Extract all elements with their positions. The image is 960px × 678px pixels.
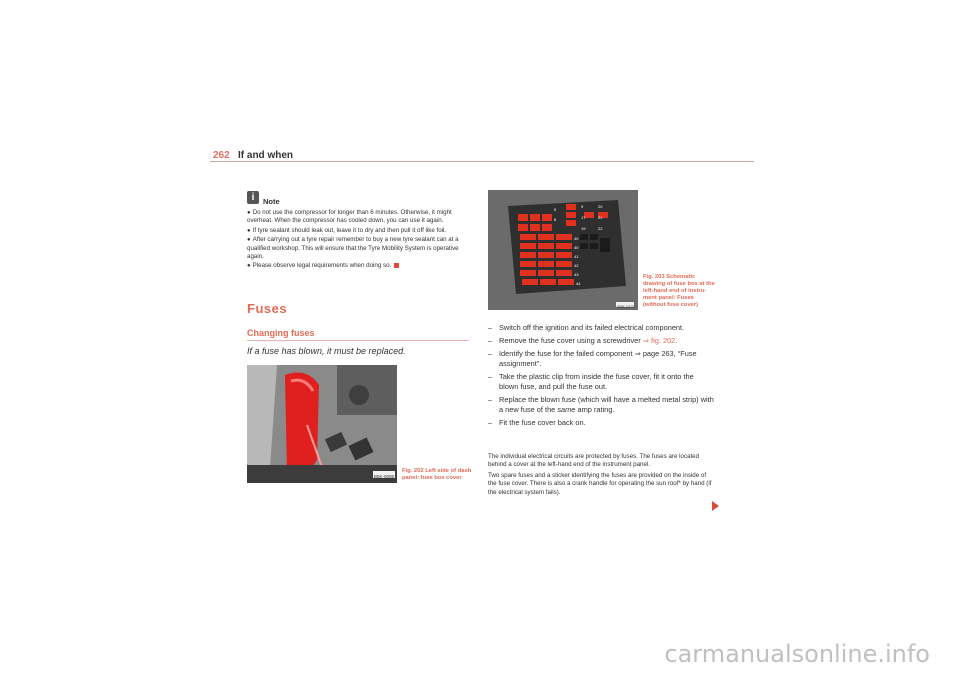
subsection-title: Changing fuses [247,328,315,338]
step-item: – Replace the blown fuse (which will have a melted metal strip) with a new fuse of the same amp rating. [488,395,714,414]
step-item: – Remove the fuse cover using a screwdriver ⇒ fig. 202. [488,336,678,345]
svg-text:40: 40 [574,236,579,241]
note-icon: i [247,191,259,204]
svg-text:9: 9 [581,204,584,209]
svg-text:20: 20 [598,204,603,209]
svg-text:8: 8 [554,217,557,222]
figure-code: B5K-0098 [373,474,394,479]
svg-text:43: 43 [574,272,579,277]
svg-text:22: 22 [598,226,603,231]
note-title: Note [263,197,280,206]
dash-panel-illustration [247,365,397,483]
svg-text:42: 42 [574,263,579,268]
svg-text:5: 5 [554,207,557,212]
step-item: – Switch off the ignition and its failed electrical component. [488,323,685,332]
body-paragraph: The individual electrical circuits are protected by fuses. The fuses are located behind a cover at the left-hand end of the instrument panel. Two spare fuses and a sticker identifying the fuses are provided on the inside of the fuse cover. There is also a crank handle for operating the sun roof* by hand (if the electrical system fails). [488,453,712,496]
lead-text: If a fuse has blown, it must be replaced. [247,346,406,356]
bullet-icon: ● [247,237,251,244]
figure-caption: Fig. 203 Schematic drawing of fuse box at the left-hand end of instrument panel: Fuses (without fuse cover) [643,274,715,308]
watermark: carmanualsonline.info [664,640,930,668]
bullet-icon: ● [247,263,251,270]
page-number: 262 [213,150,230,161]
step-item: – Take the plastic clip from inside the fuse cover, fit it onto the blown fuse, and pull the fuse out. [488,372,694,391]
bullet-icon: ● [247,210,251,216]
fuse-box-diagram [488,190,638,310]
end-of-section-icon [394,263,399,268]
bullet-icon: ● [247,227,251,234]
fuse-box-cover [285,373,319,476]
step-item: – Fit the fuse cover back on. [488,418,586,427]
header-divider [210,161,754,162]
note-item: ● After carrying out a tyre repair remember to buy a new tyre sealant can at a qualified workshop. This will ensure that the Tyre Mobility System is operative again. [247,236,459,261]
step-item: – Identify the fuse for the failed component ⇒ page 263, “Fuse assignment”. [488,349,697,368]
chapter-title: If and when [238,150,293,161]
svg-text:41: 41 [574,254,579,259]
figure-caption: Fig. 202 Left side of dash panel: fuse box cover [402,468,472,481]
subsection-divider [247,340,469,341]
note-item: ● Do not use the compressor for longer than 6 minutes. Otherwise, it might overheat. When the compressor has cooled down, you can use it again. [247,209,452,225]
note-item: ● If tyre sealant should leak out, leave it to dry and then pull it off like foil. [247,226,447,234]
section-title: Fuses [247,301,288,316]
figure-reference-link[interactable]: ⇒ fig. 202 [642,336,676,345]
steps-list [488,323,714,431]
note-item: ● Please observe legal requirements when doing so. [247,262,469,270]
svg-text:21: 21 [598,215,603,220]
dash-panel-photo [247,365,397,483]
note-list [247,209,469,272]
svg-text:19: 19 [581,226,586,231]
next-page-icon[interactable] [712,501,719,511]
figure-code: B5K-0102 [617,304,635,309]
svg-text:44: 44 [576,281,581,286]
fuse-box-schematic [488,190,638,310]
svg-text:17: 17 [581,215,586,220]
svg-text:40: 40 [574,245,579,250]
